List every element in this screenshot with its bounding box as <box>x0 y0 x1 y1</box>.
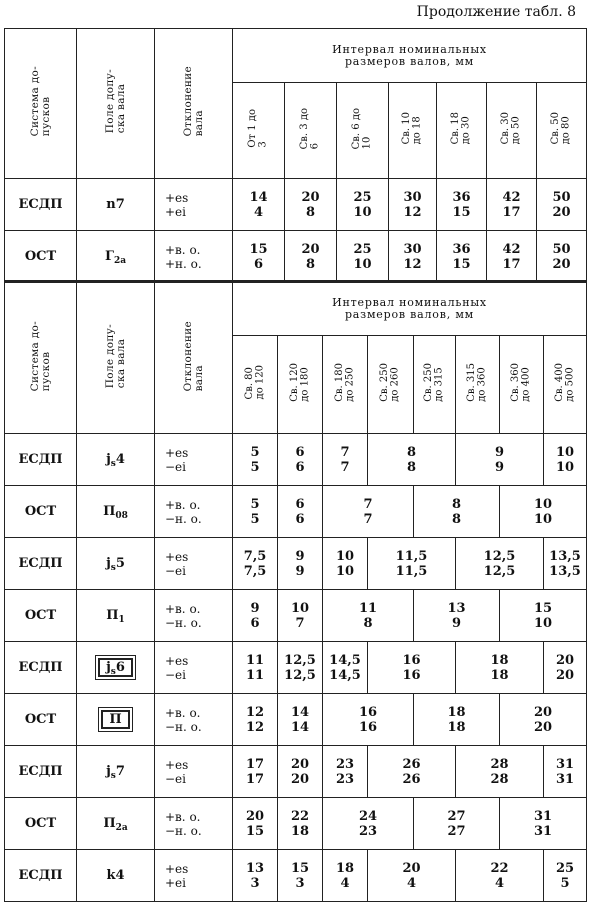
value-cell: 10 7 <box>278 590 323 642</box>
value-cell: 9 6 <box>233 590 278 642</box>
range-label: Св. 30 до 50 <box>500 112 522 145</box>
value-cell: 24 23 <box>323 798 414 850</box>
field-cell <box>77 231 155 283</box>
table-row <box>5 434 587 486</box>
value-cell: 9 9 <box>456 434 544 486</box>
deviation-cell: +es +ei <box>155 850 233 902</box>
range-label: Св. 6 до 10 <box>351 107 373 150</box>
value-cell: 25 10 <box>337 179 389 231</box>
field-cell <box>77 486 155 538</box>
value-cell: 7 7 <box>323 486 414 538</box>
value-cell: 13 9 <box>414 590 500 642</box>
range-header <box>285 83 337 179</box>
range-header <box>278 336 323 434</box>
value-cell: 27 27 <box>414 798 500 850</box>
value-cell: 30 12 <box>389 179 437 231</box>
tolerance-field-label: $П_{08}$ <box>103 504 128 521</box>
header-deviation-text: Отклонение вала <box>181 320 205 392</box>
table-row <box>5 798 587 850</box>
range-header <box>389 83 437 179</box>
header-row <box>5 29 587 83</box>
range-header <box>233 83 285 179</box>
value-cell: 7,5 7,5 <box>233 538 278 590</box>
header-system <box>5 29 77 179</box>
tolerance-field-label: $j_s6$ <box>98 658 133 677</box>
value-cell: 31 31 <box>500 798 587 850</box>
value-cell: 14 4 <box>233 179 285 231</box>
deviation-cell: +es −ei <box>155 538 233 590</box>
system-cell: ЕСДП <box>5 746 77 798</box>
system-cell: ЕСДП <box>5 538 77 590</box>
value-cell: 8 8 <box>368 434 456 486</box>
value-cell: 23 23 <box>323 746 368 798</box>
range-header <box>487 83 537 179</box>
value-cell: 6 6 <box>278 434 323 486</box>
header-field <box>77 29 155 179</box>
table-row <box>5 486 587 538</box>
value-cell: 13 3 <box>233 850 278 902</box>
table-caption: Продолжение табл. 8 <box>416 4 576 20</box>
value-cell: 20 8 <box>285 231 337 283</box>
header-field <box>77 282 155 434</box>
system-cell: ОСТ <box>5 590 77 642</box>
header-field-text: Поле допу- ска вала <box>103 69 127 134</box>
range-header <box>368 336 414 434</box>
value-cell: 12 12 <box>233 694 278 746</box>
value-cell: 5 5 <box>233 434 278 486</box>
range-label: От 1 до 3 <box>247 109 269 148</box>
tolerance-field-label: П <box>101 710 129 729</box>
value-cell: 20 8 <box>285 179 337 231</box>
deviation-cell: +в. о. +н. о. <box>155 231 233 283</box>
value-cell: 36 15 <box>437 231 487 283</box>
field-cell <box>77 538 155 590</box>
field-cell <box>77 746 155 798</box>
range-header <box>233 336 278 434</box>
range-label: Св. 360 до 400 <box>510 363 532 402</box>
value-cell: 20 4 <box>368 850 456 902</box>
value-cell: 14 14 <box>278 694 323 746</box>
deviation-cell: +в. о. −н. о. <box>155 798 233 850</box>
value-cell: 30 12 <box>389 231 437 283</box>
table-row <box>5 746 587 798</box>
value-cell: 11,5 11,5 <box>368 538 456 590</box>
value-cell: 20 20 <box>500 694 587 746</box>
field-cell <box>77 850 155 902</box>
range-header <box>500 336 544 434</box>
range-header <box>437 83 487 179</box>
value-cell: 20 20 <box>278 746 323 798</box>
deviation-cell: +es −ei <box>155 746 233 798</box>
deviation-cell: +es +ei <box>155 179 233 231</box>
field-cell <box>77 179 155 231</box>
value-cell: 13,5 13,5 <box>544 538 587 590</box>
range-label: Св. 18 до 30 <box>450 112 472 145</box>
value-cell: 31 31 <box>544 746 587 798</box>
table-row <box>5 231 587 283</box>
header-deviation <box>155 29 233 179</box>
table-row <box>5 642 587 694</box>
value-cell: 25 10 <box>337 231 389 283</box>
value-cell: 10 10 <box>544 434 587 486</box>
system-cell: ОСТ <box>5 231 77 283</box>
field-cell <box>77 434 155 486</box>
system-cell: ЕСДП <box>5 642 77 694</box>
header-interval: Интервал номинальных размеров валов, мм <box>233 282 587 336</box>
range-header <box>544 336 587 434</box>
range-header <box>456 336 500 434</box>
value-cell: 42 17 <box>487 179 537 231</box>
system-cell: ОСТ <box>5 798 77 850</box>
value-cell: 11 8 <box>323 590 414 642</box>
header-system-text: Система до- пусков <box>28 66 52 137</box>
table-row <box>5 590 587 642</box>
range-label: Св. 50 до 80 <box>550 112 572 145</box>
header-system-text: Система до- пусков <box>28 320 52 392</box>
value-cell: 50 20 <box>537 179 587 231</box>
system-cell: ЕСДП <box>5 179 77 231</box>
table-row <box>5 538 587 590</box>
system-cell: ОСТ <box>5 486 77 538</box>
tolerance-field-label: $П_1$ <box>106 608 125 625</box>
value-cell: 9 9 <box>278 538 323 590</box>
range-header <box>414 336 456 434</box>
tolerance-field-label: $П_{2a}$ <box>103 816 128 833</box>
deviation-cell: +es −ei <box>155 434 233 486</box>
value-cell: 6 6 <box>278 486 323 538</box>
field-cell <box>77 694 155 746</box>
value-cell: 20 20 <box>544 642 587 694</box>
value-cell: 50 20 <box>537 231 587 283</box>
header-system <box>5 282 77 434</box>
range-header <box>337 83 389 179</box>
tolerance-field-label: $j_s7$ <box>106 764 125 781</box>
value-cell: 12,5 12,5 <box>456 538 544 590</box>
tolerance-field-label: $j_s5$ <box>106 556 125 573</box>
value-cell: 17 17 <box>233 746 278 798</box>
range-label: Св. 315 до 360 <box>466 363 488 402</box>
field-cell <box>77 798 155 850</box>
tolerance-field-label: k4 <box>106 868 125 883</box>
value-cell: 22 4 <box>456 850 544 902</box>
deviation-cell: +es −ei <box>155 642 233 694</box>
value-cell: 15 6 <box>233 231 285 283</box>
value-cell: 16 16 <box>323 694 414 746</box>
value-cell: 16 16 <box>368 642 456 694</box>
tolerance-field-label: n7 <box>106 197 125 212</box>
table-row <box>5 694 587 746</box>
table-row <box>5 179 587 231</box>
value-cell: 18 4 <box>323 850 368 902</box>
range-label: Св. 180 до 250 <box>333 363 355 402</box>
value-cell: 10 10 <box>323 538 368 590</box>
value-cell: 8 8 <box>414 486 500 538</box>
header-field-text: Поле допу- ска вала <box>103 323 127 389</box>
value-cell: 18 18 <box>456 642 544 694</box>
system-cell: ЕСДП <box>5 850 77 902</box>
range-header <box>323 336 368 434</box>
header-deviation <box>155 282 233 434</box>
value-cell: 11 11 <box>233 642 278 694</box>
table-row <box>5 850 587 902</box>
tolerance-table-part1 <box>4 28 587 283</box>
value-cell: 5 5 <box>233 486 278 538</box>
deviation-cell: +в. о. −н. о. <box>155 486 233 538</box>
tolerance-table-part2 <box>4 280 587 902</box>
value-cell: 18 18 <box>414 694 500 746</box>
header-row <box>5 282 587 336</box>
header-deviation-text: Отклонение вала <box>181 66 205 137</box>
value-cell: 22 18 <box>278 798 323 850</box>
deviation-cell: +в. о. −н. о. <box>155 694 233 746</box>
field-cell <box>77 642 155 694</box>
value-cell: 7 7 <box>323 434 368 486</box>
value-cell: 15 10 <box>500 590 587 642</box>
tolerance-field-label: $Г_{2a}$ <box>104 249 127 266</box>
value-cell: 10 10 <box>500 486 587 538</box>
range-header <box>537 83 587 179</box>
value-cell: 42 17 <box>487 231 537 283</box>
system-cell: ЕСДП <box>5 434 77 486</box>
value-cell: 15 3 <box>278 850 323 902</box>
value-cell: 12,5 12,5 <box>278 642 323 694</box>
field-cell <box>77 590 155 642</box>
value-cell: 14,5 14,5 <box>323 642 368 694</box>
value-cell: 28 28 <box>456 746 544 798</box>
header-interval: Интервал номинальных размеров валов, мм <box>233 29 587 83</box>
value-cell: 20 15 <box>233 798 278 850</box>
tolerance-field-label: $j_s4$ <box>106 452 125 469</box>
value-cell: 25 5 <box>544 850 587 902</box>
range-label: Св. 400 до 500 <box>553 363 575 402</box>
range-label: Св. 10 до 18 <box>401 112 423 145</box>
range-label: Св. 250 до 315 <box>423 363 445 402</box>
value-cell: 26 26 <box>368 746 456 798</box>
value-cell: 36 15 <box>437 179 487 231</box>
range-label: Св. 120 до 180 <box>288 363 310 402</box>
range-label: Св. 250 до 260 <box>379 363 401 402</box>
deviation-cell: +в. о. −н. о. <box>155 590 233 642</box>
system-cell: ОСТ <box>5 694 77 746</box>
range-label: Св. 3 до 6 <box>299 107 321 150</box>
range-label: Св. 80 до 120 <box>243 365 265 400</box>
